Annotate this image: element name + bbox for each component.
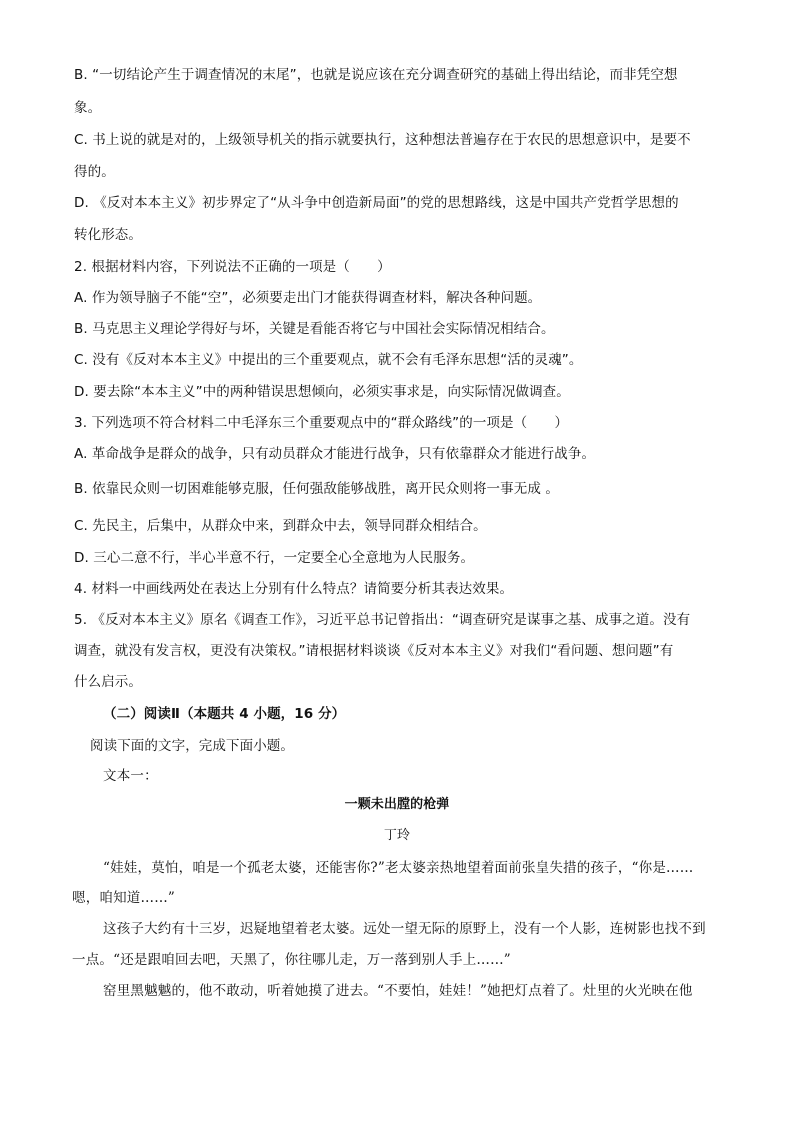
option-c-line-2: 得的。 xyxy=(74,164,115,180)
story-line-5: 窑里黑魆魆的，他不敢动，听着她摸了进去。“不要怕，娃娃！”她把灯点着了。灶里的火光映在他 xyxy=(103,983,693,999)
question-2-option-b: B. 马克思主义理论学得好与坏，关键是看能否将它与中国社会实际情况相结合。 xyxy=(74,321,555,337)
question-5-line-2: 调查，就没有发言权，更没有决策权。”请根据材料谈谈《反对本本主义》对我们“看问题、想问题”有 xyxy=(74,643,674,659)
question-3-option-b: B. 依靠民众则一切困难能够克服，任何强敌能够战胜，离开民众则将一事无成 。 xyxy=(74,481,559,497)
option-b-line-1: B. “一切结论产生于调查情况的末尾”，也就是说应该在充分调查研究的基础上得出结论，而非凭空想 xyxy=(74,67,678,83)
option-d-line-2: 转化形态。 xyxy=(74,227,142,243)
question-2-option-d: D. 要去除“本本主义”中的两种错误思想倾向，必须实事求是，向实际情况做调查。 xyxy=(74,384,570,400)
option-c-line-1: C. 书上说的就是对的，上级领导机关的指示就要执行，这种想法普遍存在于农民的思想意识中，是要不 xyxy=(74,132,691,148)
question-2-option-a: A. 作为领导脑子不能“空”，必须要走出门才能获得调查材料，解决各种问题。 xyxy=(74,290,542,306)
question-3-option-d: D. 三心二意不行，半心半意不行，一定要全心全意地为人民服务。 xyxy=(74,550,475,566)
question-3: 3. 下列选项不符合材料二中毛泽东三个重要观点中的“群众路线”的一项是（ ） xyxy=(74,415,569,431)
section-heading: （二）阅读Ⅱ（本题共 4 小题，16 分） xyxy=(103,706,346,722)
question-2-option-c: C. 没有《反对本本主义》中提出的三个重要观点，就不会有毛泽东思想“活的灵魂”。 xyxy=(74,352,583,368)
reading-instruction: 阅读下面的文字，完成下面小题。 xyxy=(90,738,294,754)
question-5-line-3: 什么启示。 xyxy=(74,674,142,690)
question-3-option-a: A. 革命战争是群众的战争，只有动员群众才能进行战争，只有依靠群众才能进行战争。 xyxy=(74,446,596,462)
story-line-2: 嗯，咱知道……” xyxy=(72,890,176,906)
question-5-line-1: 5. 《反对本本主义》原名《调查工作》，习近平总书记曾指出：“调查研究是谋事之基、成事之道。没有 xyxy=(74,612,691,628)
option-d-line-1: D. 《反对本本主义》初步界定了“从斗争中创造新局面”的党的思想路线，这是中国共产党哲学思想的 xyxy=(74,195,679,211)
question-3-option-c: C. 先民主，后集中，从群众中来，到群众中去，领导同群众相结合。 xyxy=(74,518,487,534)
question-4: 4. 材料一中画线两处在表达上分别有什么特点？请简要分析其表达效果。 xyxy=(74,581,514,597)
text-label: 文本一： xyxy=(103,768,158,784)
story-line-4: 一点。“还是跟咱回去吧，天黑了，你往哪儿走，万一落到别人手上……” xyxy=(72,952,511,968)
option-b-line-2: 象。 xyxy=(74,100,102,116)
story-line-1: “娃娃，莫怕，咱是一个孤老太婆，还能害你?”老太婆亲热地望着面前张皇失措的孩子，“你是…… xyxy=(103,860,694,876)
question-2: 2. 根据材料内容，下列说法不正确的一项是（ ） xyxy=(74,259,391,275)
story-title: 一颗未出膛的枪弹 xyxy=(344,797,450,812)
story-line-3: 这孩子大约有十三岁，迟疑地望着老太婆。远处一望无际的原野上，没有一个人影，连树影也找不到 xyxy=(103,921,706,937)
story-author: 丁玲 xyxy=(383,828,411,843)
